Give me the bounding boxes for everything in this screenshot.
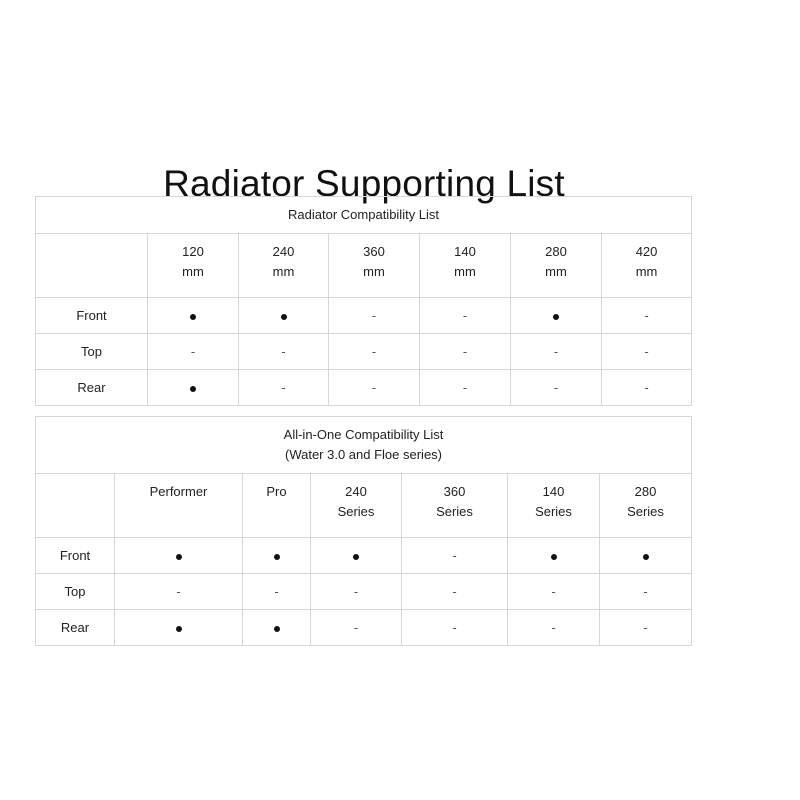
dash-mark: - <box>644 379 649 395</box>
unsupported-cell <box>508 574 600 610</box>
row-label: Front <box>36 538 115 574</box>
unsupported-cell <box>420 370 511 406</box>
dot-icon <box>190 386 196 392</box>
unsupported-cell <box>243 574 311 610</box>
supported-cell <box>148 298 239 334</box>
dash-mark: - <box>353 619 359 635</box>
supported-cell <box>600 538 692 574</box>
corner-cell <box>36 474 115 538</box>
dash-mark: - <box>644 307 649 323</box>
unsupported-cell <box>329 370 420 406</box>
unsupported-cell <box>239 334 329 370</box>
column-header <box>600 474 692 538</box>
table-row <box>36 298 692 334</box>
unsupported-cell <box>420 298 511 334</box>
dash-mark: - <box>281 379 286 395</box>
supported-cell <box>311 538 402 574</box>
unsupported-cell <box>311 574 402 610</box>
supported-cell <box>511 298 602 334</box>
unsupported-cell <box>602 370 692 406</box>
dash-mark: - <box>176 583 181 599</box>
column-header-line: Series <box>627 504 664 519</box>
row-label: Top <box>36 574 115 610</box>
column-header-line: 420 <box>635 244 658 259</box>
column-header <box>115 474 243 538</box>
dash-mark: - <box>644 343 649 359</box>
table-row <box>36 574 692 610</box>
column-header <box>508 474 600 538</box>
column-header-line: Series <box>337 504 375 519</box>
dot-icon <box>274 554 280 560</box>
unsupported-cell <box>402 610 508 646</box>
supported-cell <box>115 610 243 646</box>
dot-icon <box>551 554 557 560</box>
column-header-line: 280 <box>545 244 567 259</box>
unsupported-cell <box>239 370 329 406</box>
table-row <box>36 538 692 574</box>
row-label: Rear <box>36 370 148 406</box>
row-label: Top <box>36 334 148 370</box>
dash-mark: - <box>553 379 559 395</box>
dash-mark: - <box>551 583 556 599</box>
column-header-line: mm <box>272 264 295 279</box>
column-header-line: 240 <box>272 244 295 259</box>
unsupported-cell <box>600 610 692 646</box>
supported-cell <box>243 538 311 574</box>
dash-mark: - <box>353 583 359 599</box>
dash-mark: - <box>643 583 648 599</box>
unsupported-cell <box>511 370 602 406</box>
unsupported-cell <box>329 334 420 370</box>
table-row <box>36 370 692 406</box>
column-header <box>329 234 420 298</box>
column-header-line: 140 <box>454 244 476 259</box>
dash-mark: - <box>371 379 377 395</box>
dash-mark: - <box>553 343 559 359</box>
dash-mark: - <box>462 343 468 359</box>
column-header <box>402 474 508 538</box>
column-header <box>243 474 311 538</box>
dot-icon <box>281 314 287 320</box>
unsupported-cell <box>402 538 508 574</box>
column-header <box>148 234 239 298</box>
dash-mark: - <box>462 379 468 395</box>
dash-mark: - <box>281 343 286 359</box>
unsupported-cell <box>602 334 692 370</box>
dot-icon <box>190 314 196 320</box>
unsupported-cell <box>148 334 239 370</box>
column-header-line: Performer <box>149 484 208 499</box>
column-header-line: 360 <box>363 244 385 259</box>
dot-icon <box>176 554 182 560</box>
dash-mark: - <box>452 619 457 635</box>
column-header <box>511 234 602 298</box>
column-header-line: mm <box>454 264 476 279</box>
supported-cell <box>115 538 243 574</box>
column-header <box>239 234 329 298</box>
page-title: Radiator Supporting List <box>163 162 565 204</box>
column-header-line: 120 <box>182 244 204 259</box>
dot-icon <box>353 554 359 560</box>
dash-mark: - <box>371 307 377 323</box>
dash-mark: - <box>371 343 377 359</box>
column-header-line: Series <box>436 504 473 519</box>
column-header-line: 280 <box>634 484 657 499</box>
dash-mark: - <box>452 583 457 599</box>
unsupported-cell <box>329 298 420 334</box>
column-header <box>420 234 511 298</box>
column-header-line: 140 <box>542 484 565 499</box>
dash-mark: - <box>462 307 468 323</box>
aio-compatibility-table <box>35 416 692 646</box>
row-label: Front <box>36 298 148 334</box>
column-header <box>602 234 692 298</box>
dash-mark: - <box>274 583 279 599</box>
column-header-line: mm <box>182 264 204 279</box>
unsupported-cell <box>311 610 402 646</box>
dash-mark: - <box>190 343 196 359</box>
dot-icon <box>553 314 559 320</box>
table-row <box>36 610 692 646</box>
unsupported-cell <box>600 574 692 610</box>
dot-icon <box>643 554 649 560</box>
unsupported-cell <box>511 334 602 370</box>
dot-icon <box>176 626 182 632</box>
dash-mark: - <box>452 547 457 563</box>
column-header-line: mm <box>545 264 567 279</box>
dash-mark: - <box>551 619 556 635</box>
supported-cell <box>148 370 239 406</box>
table-caption <box>36 417 692 474</box>
unsupported-cell <box>115 574 243 610</box>
column-header-line: Pro <box>266 484 287 499</box>
column-header-line: mm <box>363 264 385 279</box>
unsupported-cell <box>602 298 692 334</box>
unsupported-cell <box>420 334 511 370</box>
column-header-line: 360 <box>443 484 466 499</box>
supported-cell <box>243 610 311 646</box>
table-row <box>36 334 692 370</box>
caption-line: (Water 3.0 and Floe series) <box>284 447 443 462</box>
table-caption: Radiator Compatibility List <box>36 197 692 234</box>
column-header-line: Series <box>535 504 572 519</box>
dot-icon <box>274 626 280 632</box>
supported-cell <box>239 298 329 334</box>
row-label: Rear <box>36 610 115 646</box>
corner-cell <box>36 234 148 298</box>
unsupported-cell <box>402 574 508 610</box>
dash-mark: - <box>643 619 648 635</box>
caption-line: All-in-One Compatibility List <box>283 427 444 442</box>
column-header-line: 240 <box>345 484 367 499</box>
supported-cell <box>508 538 600 574</box>
unsupported-cell <box>508 610 600 646</box>
column-header <box>311 474 402 538</box>
column-header-line: mm <box>635 264 658 279</box>
radiator-compatibility-table <box>35 196 692 406</box>
